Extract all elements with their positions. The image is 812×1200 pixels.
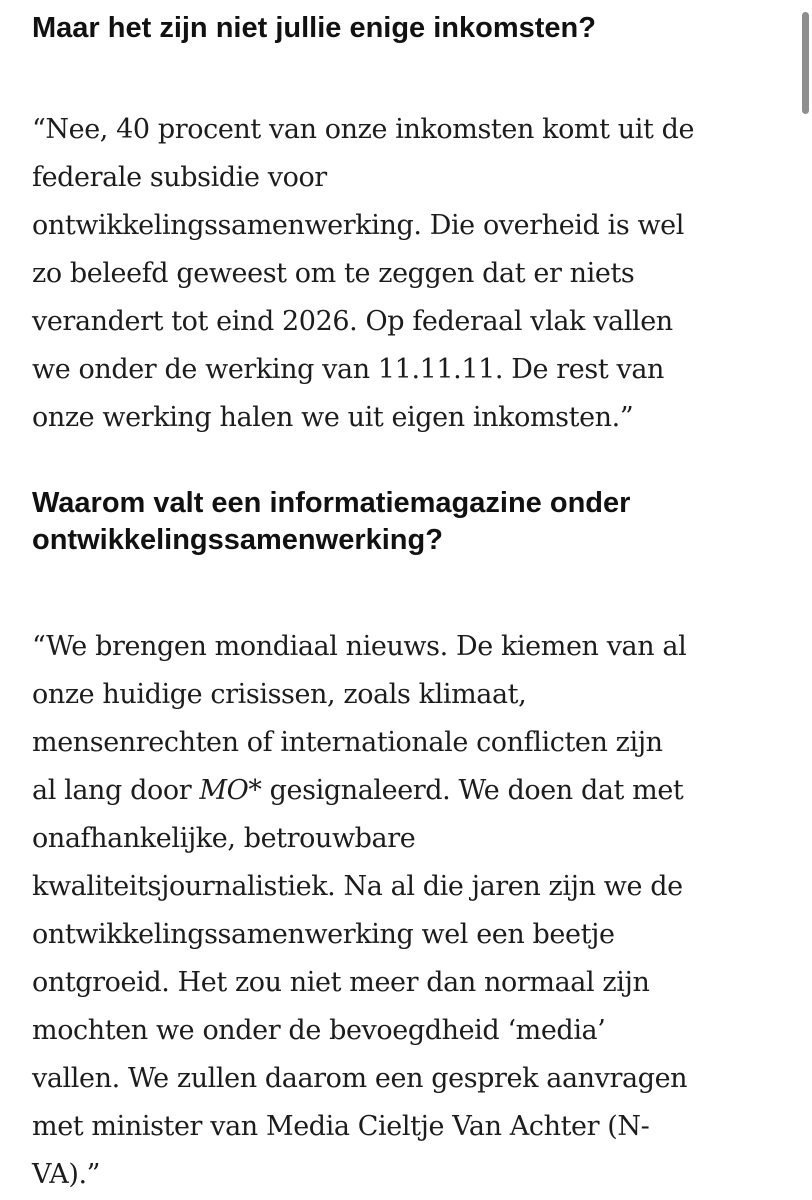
paragraph-line	[32, 775, 683, 806]
answer-paragraph-income	[32, 106, 694, 442]
paragraph-line: ontwikkelingssamenwerking. Die overheid is wel	[32, 210, 684, 241]
paragraph-line: VA).”	[32, 1159, 101, 1190]
paragraph-line: kwaliteitsjournalistiek. Na al die jaren zijn we de	[32, 871, 683, 902]
scrollbar-thumb[interactable]	[802, 12, 809, 114]
paragraph-line: mochten we onder de bevoegdheid ‘media’	[32, 1015, 606, 1046]
paragraph-text: al lang door	[32, 775, 200, 806]
paragraph-line: “We brengen mondiaal nieuws. De kiemen van al	[32, 631, 687, 662]
paragraph-line: onze huidige crisissen, zoals klimaat,	[32, 679, 527, 710]
paragraph-line: federale subsidie voor	[32, 162, 327, 193]
heading-line: ontwikkelingssamenwerking?	[32, 524, 443, 556]
heading-line: Waarom valt een informatiemagazine onder	[32, 487, 631, 519]
vertical-scrollbar[interactable]	[800, 0, 812, 1200]
paragraph-text: gesignaleerd. We doen dat met	[261, 775, 684, 806]
question-heading-development	[32, 485, 630, 559]
paragraph-line: met minister van Media Cieltje Van Achter (N-	[32, 1111, 650, 1142]
paragraph-line: onze werking halen we uit eigen inkomsten.”	[32, 402, 634, 433]
paragraph-line: ontgroeid. Het zou niet meer dan normaal zijn	[32, 967, 650, 998]
magazine-name: MO*	[199, 775, 262, 806]
paragraph-line: verandert tot eind 2026. Op federaal vlak vallen	[32, 306, 673, 337]
paragraph-line: zo beleefd geweest om te zeggen dat er niets	[32, 258, 635, 289]
question-heading-income: Maar het zijn niet jullie enige inkomsten?	[32, 12, 596, 44]
paragraph-line: “Nee, 40 procent van onze inkomsten komt uit de	[32, 114, 695, 145]
paragraph-line: vallen. We zullen daarom een gesprek aanvragen	[32, 1063, 688, 1094]
paragraph-line: onafhankelijke, betrouwbare	[32, 823, 416, 854]
paragraph-line: mensenrechten of internationale conflicten zijn	[32, 727, 663, 758]
answer-paragraph-development	[32, 623, 687, 1199]
paragraph-line: ontwikkelingssamenwerking wel een beetje	[32, 919, 615, 950]
paragraph-line: we onder de werking van 11.11.11. De rest van	[32, 354, 665, 385]
